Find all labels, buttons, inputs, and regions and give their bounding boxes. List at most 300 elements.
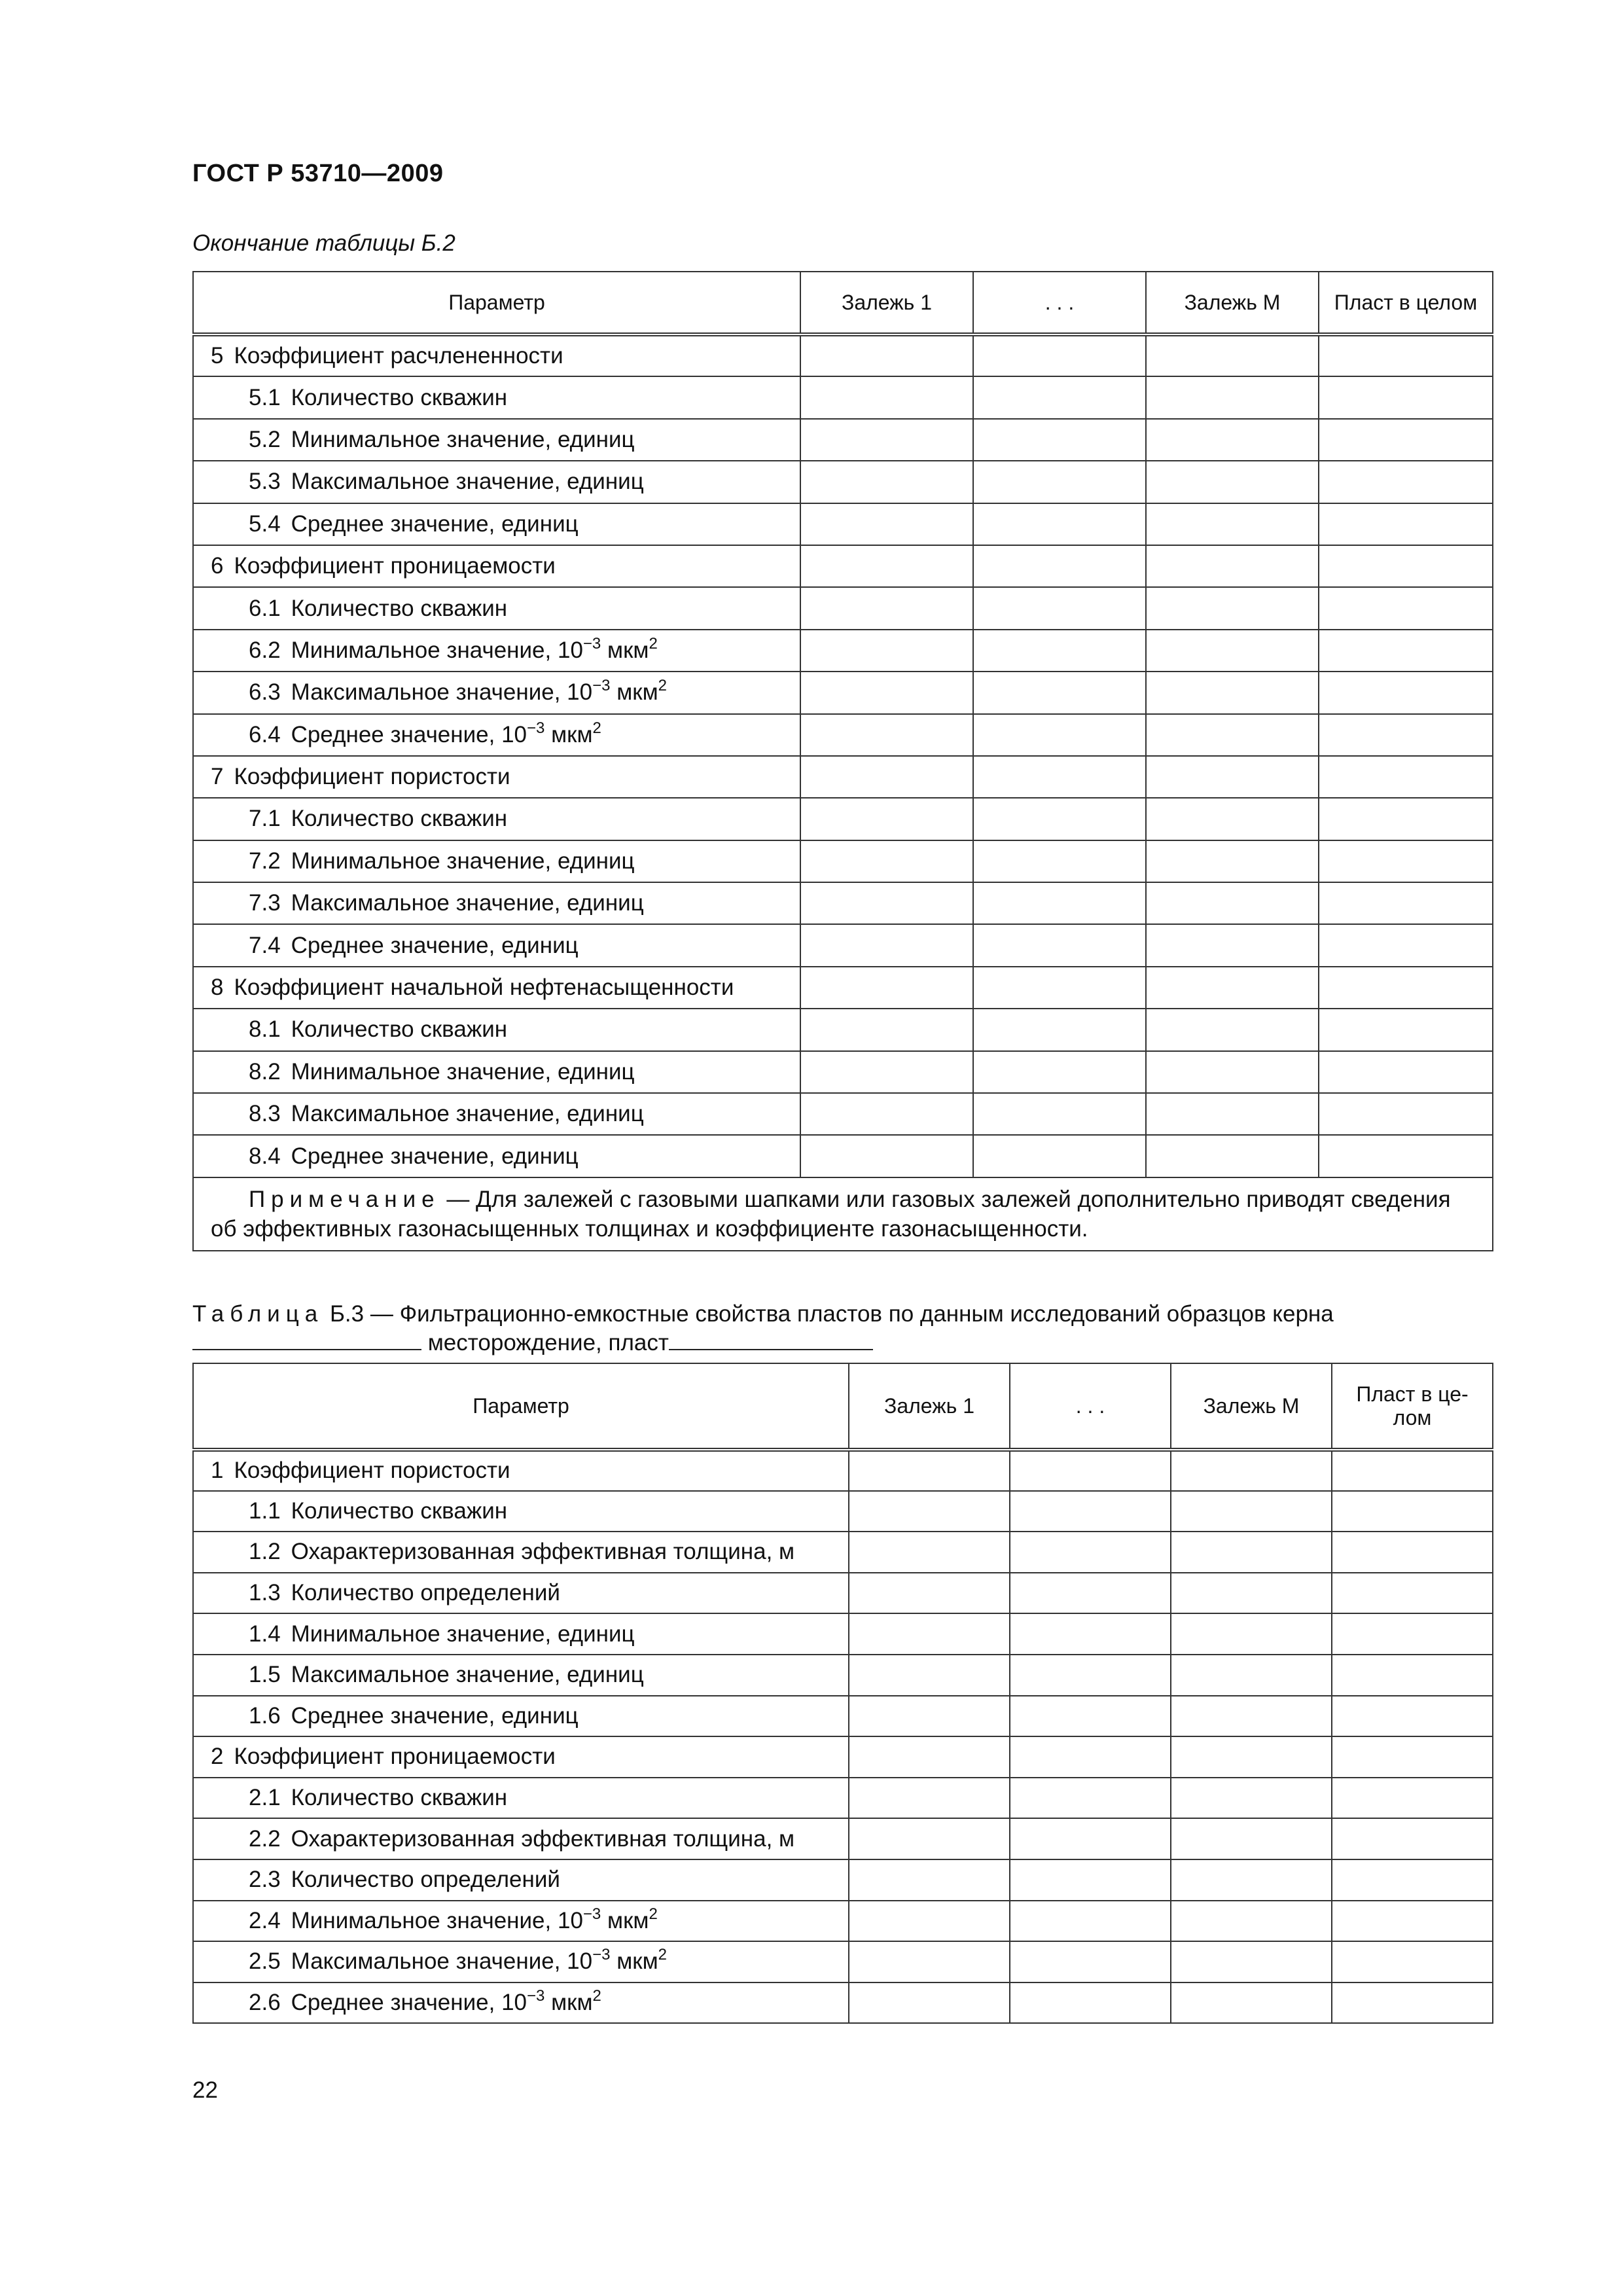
value-cell (1171, 1736, 1332, 1778)
value-cell (1146, 545, 1319, 587)
row-label: Охарактеризованная эффективная толщина, м (291, 1539, 795, 1565)
value-cell (800, 1135, 973, 1177)
table-row (193, 587, 1493, 629)
value-cell (1319, 1051, 1493, 1093)
parameter-cell (193, 798, 800, 840)
page-number: 22 (192, 2077, 218, 2103)
table-row (193, 1093, 1493, 1135)
value-cell (1332, 1859, 1493, 1901)
value-cell (1319, 798, 1493, 840)
value-cell (973, 1051, 1146, 1093)
value-cell (1010, 1491, 1171, 1532)
value-cell (1010, 1573, 1171, 1614)
row-number: 2.1 (249, 1785, 281, 1811)
parameter-cell (193, 419, 800, 461)
value-cell (849, 1532, 1010, 1573)
row-label: Максимальное значение, 10 (291, 1948, 593, 1975)
parameter-cell (193, 1532, 849, 1573)
row-number: 5.1 (249, 384, 281, 410)
row-label: Среднее значение, 10 (291, 1990, 527, 2016)
table-b2-header-row (193, 272, 1493, 334)
row-number: 1.4 (249, 1621, 281, 1647)
row-number: 6.1 (249, 595, 281, 621)
table-b2-caption: Окончание таблицы Б.2 (192, 230, 455, 256)
parameter-cell (193, 1655, 849, 1696)
value-cell (1146, 461, 1319, 503)
column-header: Пласт в целом (1319, 272, 1493, 334)
parameter-cell (193, 1736, 849, 1778)
row-number: 8.3 (249, 1101, 281, 1127)
value-cell (849, 1941, 1010, 1982)
value-cell (973, 630, 1146, 672)
value-cell (1010, 1736, 1171, 1778)
value-cell (1146, 503, 1319, 545)
parameter-cell (193, 840, 800, 882)
value-cell (800, 1009, 973, 1050)
parameter-cell (193, 1491, 849, 1532)
table-row (193, 630, 1493, 672)
exponent: −3 (527, 719, 545, 737)
value-cell (1146, 840, 1319, 882)
value-cell (973, 1093, 1146, 1135)
value-cell (1171, 1696, 1332, 1737)
value-cell (1010, 1613, 1171, 1655)
value-cell (1146, 1135, 1319, 1177)
value-cell (1171, 1450, 1332, 1491)
value-cell (1171, 1818, 1332, 1859)
value-cell (849, 1450, 1010, 1491)
value-cell (973, 967, 1146, 1009)
value-cell (973, 545, 1146, 587)
table-row (193, 924, 1493, 966)
row-label: Коэффициент начальной нефтенасыщенности (234, 975, 734, 1001)
value-cell (1010, 1532, 1171, 1573)
value-cell (1319, 1093, 1493, 1135)
value-cell (973, 1009, 1146, 1050)
column-header: Залежь 1 (800, 272, 973, 334)
value-cell (1146, 1009, 1319, 1050)
row-label: Среднее значение, 10 (291, 721, 527, 747)
row-label: Количество определений (291, 1867, 560, 1893)
value-cell (1319, 630, 1493, 672)
value-cell (1319, 1135, 1493, 1177)
value-cell (800, 503, 973, 545)
unit-exponent: 2 (658, 677, 667, 695)
value-cell (1319, 461, 1493, 503)
value-cell (1319, 503, 1493, 545)
exponent: −3 (582, 1905, 601, 1923)
table-row (193, 503, 1493, 545)
value-cell (800, 756, 973, 798)
value-cell (800, 882, 973, 924)
value-cell (800, 587, 973, 629)
table-row (193, 672, 1493, 713)
value-cell (849, 1778, 1010, 1819)
column-header: . . . (1010, 1363, 1171, 1450)
value-cell (1146, 924, 1319, 966)
table-row (193, 1859, 1493, 1901)
column-header: Параметр (193, 272, 800, 334)
value-cell (800, 419, 973, 461)
value-cell (973, 461, 1146, 503)
value-cell (1146, 672, 1319, 713)
value-cell (1146, 334, 1319, 376)
row-label: Минимальное значение, 10 (291, 1907, 583, 1933)
table-row (193, 1491, 1493, 1532)
row-label: Количество скважин (291, 384, 508, 410)
table-row (193, 1613, 1493, 1655)
value-cell (1171, 1532, 1332, 1573)
value-cell (849, 1573, 1010, 1614)
value-cell (1171, 1982, 1332, 2024)
column-header: Залежь М (1171, 1363, 1332, 1450)
value-cell (800, 798, 973, 840)
row-label: Количество скважин (291, 595, 508, 621)
value-cell (1171, 1778, 1332, 1819)
row-label: Среднее значение, единиц (291, 1143, 579, 1169)
row-number: 8 (211, 975, 224, 1001)
value-cell (800, 967, 973, 1009)
exponent: −3 (582, 634, 601, 653)
table-row (193, 1941, 1493, 1982)
value-cell (800, 924, 973, 966)
value-cell (849, 1982, 1010, 2024)
value-cell (973, 798, 1146, 840)
value-cell (849, 1491, 1010, 1532)
value-cell (1171, 1573, 1332, 1614)
column-header: Залежь М (1146, 272, 1319, 334)
table-row (193, 1135, 1493, 1177)
table-b2-note-row (193, 1177, 1493, 1251)
value-cell (973, 672, 1146, 713)
value-cell (800, 545, 973, 587)
unit: мкм (544, 721, 593, 747)
row-label: Минимальное значение, единиц (291, 426, 635, 452)
parameter-cell (193, 1051, 800, 1093)
value-cell (1146, 419, 1319, 461)
parameter-cell (193, 1613, 849, 1655)
parameter-cell (193, 1573, 849, 1614)
row-label: Коэффициент расчлененности (234, 343, 563, 369)
row-number: 5 (211, 343, 224, 369)
unit-exponent: 2 (649, 634, 658, 653)
blank-field-layer (669, 1329, 873, 1350)
value-cell (849, 1696, 1010, 1737)
table-b2 (192, 271, 1493, 1251)
table-row (193, 334, 1493, 376)
row-number: 8.4 (249, 1143, 281, 1169)
table-row (193, 1901, 1493, 1942)
row-label: Коэффициент пористости (234, 764, 510, 790)
parameter-cell (193, 376, 800, 418)
table-row (193, 1450, 1493, 1491)
value-cell (1319, 882, 1493, 924)
row-number: 7.1 (249, 806, 281, 832)
row-label: Количество скважин (291, 806, 508, 832)
value-cell (1332, 1573, 1493, 1614)
parameter-cell (193, 630, 800, 672)
row-number: 2.5 (249, 1948, 281, 1975)
table-row (193, 1573, 1493, 1614)
table-b3-caption (192, 1300, 1495, 1357)
column-header: Параметр (193, 1363, 849, 1450)
value-cell (973, 419, 1146, 461)
value-cell (1171, 1859, 1332, 1901)
row-label: Максимальное значение, единиц (291, 469, 644, 495)
row-label: Минимальное значение, единиц (291, 1058, 635, 1085)
row-label: Количество определений (291, 1580, 560, 1606)
table-row (193, 1696, 1493, 1737)
parameter-cell (193, 1135, 800, 1177)
value-cell (1146, 756, 1319, 798)
value-cell (800, 1051, 973, 1093)
row-label: Минимальное значение, единиц (291, 1621, 635, 1647)
row-number: 7 (211, 764, 224, 790)
table-row (193, 756, 1493, 798)
value-cell (973, 924, 1146, 966)
value-cell (1010, 1859, 1171, 1901)
row-label: Коэффициент проницаемости (234, 1744, 556, 1770)
row-number: 6.2 (249, 637, 281, 663)
value-cell (1010, 1941, 1171, 1982)
table-b3 (192, 1363, 1493, 2024)
value-cell (800, 672, 973, 713)
parameter-cell (193, 503, 800, 545)
row-number: 1.3 (249, 1580, 281, 1606)
value-cell (1332, 1778, 1493, 1819)
parameter-cell (193, 1941, 849, 1982)
value-cell (1319, 587, 1493, 629)
parameter-cell (193, 334, 800, 376)
table-row (193, 1982, 1493, 2024)
table-b3-subtitle: месторождение, пласт (421, 1330, 669, 1355)
row-number: 1.2 (249, 1539, 281, 1565)
document-code: ГОСТ Р 53710—2009 (192, 160, 444, 187)
row-label: Количество скважин (291, 1498, 508, 1524)
column-header: Пласт в це- лом (1332, 1363, 1493, 1450)
row-number: 6.4 (249, 721, 281, 747)
table-row (193, 376, 1493, 418)
row-number: 5.3 (249, 469, 281, 495)
value-cell (973, 714, 1146, 756)
value-cell (1146, 1051, 1319, 1093)
table-row (193, 1009, 1493, 1050)
column-header: . . . (973, 272, 1146, 334)
unit: мкм (544, 1990, 593, 2016)
parameter-cell (193, 967, 800, 1009)
row-number: 5.4 (249, 511, 281, 537)
table-row (193, 1532, 1493, 1573)
table-label: Таблица (192, 1301, 324, 1327)
table-note (193, 1177, 1493, 1251)
row-label: Коэффициент пористости (234, 1458, 510, 1484)
table-row (193, 419, 1493, 461)
value-cell (1010, 1655, 1171, 1696)
parameter-cell (193, 1696, 849, 1737)
value-cell (1332, 1532, 1493, 1573)
row-number: 8.2 (249, 1058, 281, 1085)
value-cell (1010, 1778, 1171, 1819)
row-number: 1.5 (249, 1662, 281, 1688)
value-cell (1146, 587, 1319, 629)
exponent: −3 (592, 677, 611, 695)
parameter-cell (193, 756, 800, 798)
value-cell (800, 334, 973, 376)
unit: мкм (610, 679, 658, 706)
value-cell (1332, 1491, 1493, 1532)
value-cell (1146, 882, 1319, 924)
value-cell (1319, 840, 1493, 882)
note-label: Примечание (249, 1186, 440, 1212)
value-cell (849, 1613, 1010, 1655)
parameter-cell (193, 545, 800, 587)
row-number: 2.2 (249, 1825, 281, 1852)
value-cell (1171, 1941, 1332, 1982)
parameter-cell (193, 672, 800, 713)
row-label: Минимальное значение, 10 (291, 637, 583, 663)
blank-field-field (192, 1329, 421, 1350)
value-cell (800, 630, 973, 672)
parameter-cell (193, 1450, 849, 1491)
row-number: 2 (211, 1744, 224, 1770)
value-cell (1146, 630, 1319, 672)
value-cell (1319, 714, 1493, 756)
value-cell (973, 587, 1146, 629)
table-row (193, 714, 1493, 756)
row-label: Максимальное значение, единиц (291, 1662, 644, 1688)
column-header: Залежь 1 (849, 1363, 1010, 1450)
value-cell (1010, 1901, 1171, 1942)
value-cell (800, 840, 973, 882)
unit: мкм (610, 1948, 658, 1975)
table-row (193, 967, 1493, 1009)
value-cell (849, 1901, 1010, 1942)
value-cell (973, 376, 1146, 418)
value-cell (1319, 756, 1493, 798)
value-cell (1146, 967, 1319, 1009)
parameter-cell (193, 924, 800, 966)
table-b3-header-row (193, 1363, 1493, 1450)
parameter-cell (193, 1859, 849, 1901)
row-number: 7.2 (249, 848, 281, 874)
value-cell (800, 714, 973, 756)
value-cell (849, 1655, 1010, 1696)
parameter-cell (193, 1982, 849, 2024)
table-row (193, 1051, 1493, 1093)
value-cell (1319, 419, 1493, 461)
value-cell (1332, 1696, 1493, 1737)
value-cell (1319, 376, 1493, 418)
parameter-cell (193, 587, 800, 629)
row-label: Максимальное значение, единиц (291, 1101, 644, 1127)
value-cell (849, 1736, 1010, 1778)
value-cell (849, 1818, 1010, 1859)
row-number: 5.2 (249, 426, 281, 452)
note-text: — Для залежей с газовыми шапками или газовых залежей дополнительно приводят сведения об эффективных газонасыщенных толщинах и коэффициенте газонасыщенности. (211, 1186, 1451, 1242)
value-cell (973, 334, 1146, 376)
value-cell (1319, 334, 1493, 376)
unit-exponent: 2 (649, 1905, 658, 1923)
table-row (193, 840, 1493, 882)
value-cell (973, 756, 1146, 798)
unit-exponent: 2 (592, 719, 601, 737)
value-cell (1319, 545, 1493, 587)
table-row (193, 1736, 1493, 1778)
value-cell (973, 840, 1146, 882)
unit: мкм (601, 1907, 649, 1933)
table-row (193, 798, 1493, 840)
table-row (193, 1655, 1493, 1696)
row-number: 1.1 (249, 1498, 281, 1524)
value-cell (973, 1135, 1146, 1177)
parameter-cell (193, 1778, 849, 1819)
value-cell (1146, 1093, 1319, 1135)
table-row (193, 1818, 1493, 1859)
row-label: Среднее значение, единиц (291, 511, 579, 537)
value-cell (1332, 1655, 1493, 1696)
table-row (193, 882, 1493, 924)
row-number: 2.6 (249, 1990, 281, 2016)
value-cell (800, 461, 973, 503)
value-cell (1332, 1901, 1493, 1942)
parameter-cell (193, 1901, 849, 1942)
value-cell (1010, 1450, 1171, 1491)
table-b3-title: Б.3 — Фильтрационно-емкостные свойства пластов по данным исследований образцов керна (323, 1301, 1334, 1327)
value-cell (1146, 376, 1319, 418)
value-cell (1319, 924, 1493, 966)
row-label: Среднее значение, единиц (291, 932, 579, 958)
value-cell (1332, 1818, 1493, 1859)
parameter-cell (193, 1093, 800, 1135)
row-label: Количество скважин (291, 1785, 508, 1811)
value-cell (1010, 1696, 1171, 1737)
table-row (193, 461, 1493, 503)
parameter-cell (193, 714, 800, 756)
value-cell (1171, 1613, 1332, 1655)
row-label: Максимальное значение, 10 (291, 679, 593, 706)
table-row (193, 545, 1493, 587)
row-number: 1.6 (249, 1702, 281, 1729)
parameter-cell (193, 461, 800, 503)
exponent: −3 (527, 1987, 545, 2005)
row-label: Минимальное значение, единиц (291, 848, 635, 874)
value-cell (1171, 1655, 1332, 1696)
value-cell (1146, 714, 1319, 756)
row-number: 7.3 (249, 890, 281, 916)
unit-exponent: 2 (592, 1987, 601, 2005)
value-cell (849, 1859, 1010, 1901)
row-number: 8.1 (249, 1016, 281, 1043)
row-number: 6 (211, 553, 224, 579)
value-cell (1332, 1450, 1493, 1491)
value-cell (1010, 1982, 1171, 2024)
parameter-cell (193, 1818, 849, 1859)
unit: мкм (601, 637, 649, 663)
row-label: Охарактеризованная эффективная толщина, м (291, 1825, 795, 1852)
parameter-cell (193, 882, 800, 924)
value-cell (973, 882, 1146, 924)
table-row (193, 1778, 1493, 1819)
row-number: 2.4 (249, 1907, 281, 1933)
row-label: Среднее значение, единиц (291, 1702, 579, 1729)
unit-exponent: 2 (658, 1946, 667, 1964)
exponent: −3 (592, 1946, 611, 1964)
value-cell (1319, 1009, 1493, 1050)
value-cell (1010, 1818, 1171, 1859)
row-number: 1 (211, 1458, 224, 1484)
row-label: Количество скважин (291, 1016, 508, 1043)
row-label: Коэффициент проницаемости (234, 553, 556, 579)
